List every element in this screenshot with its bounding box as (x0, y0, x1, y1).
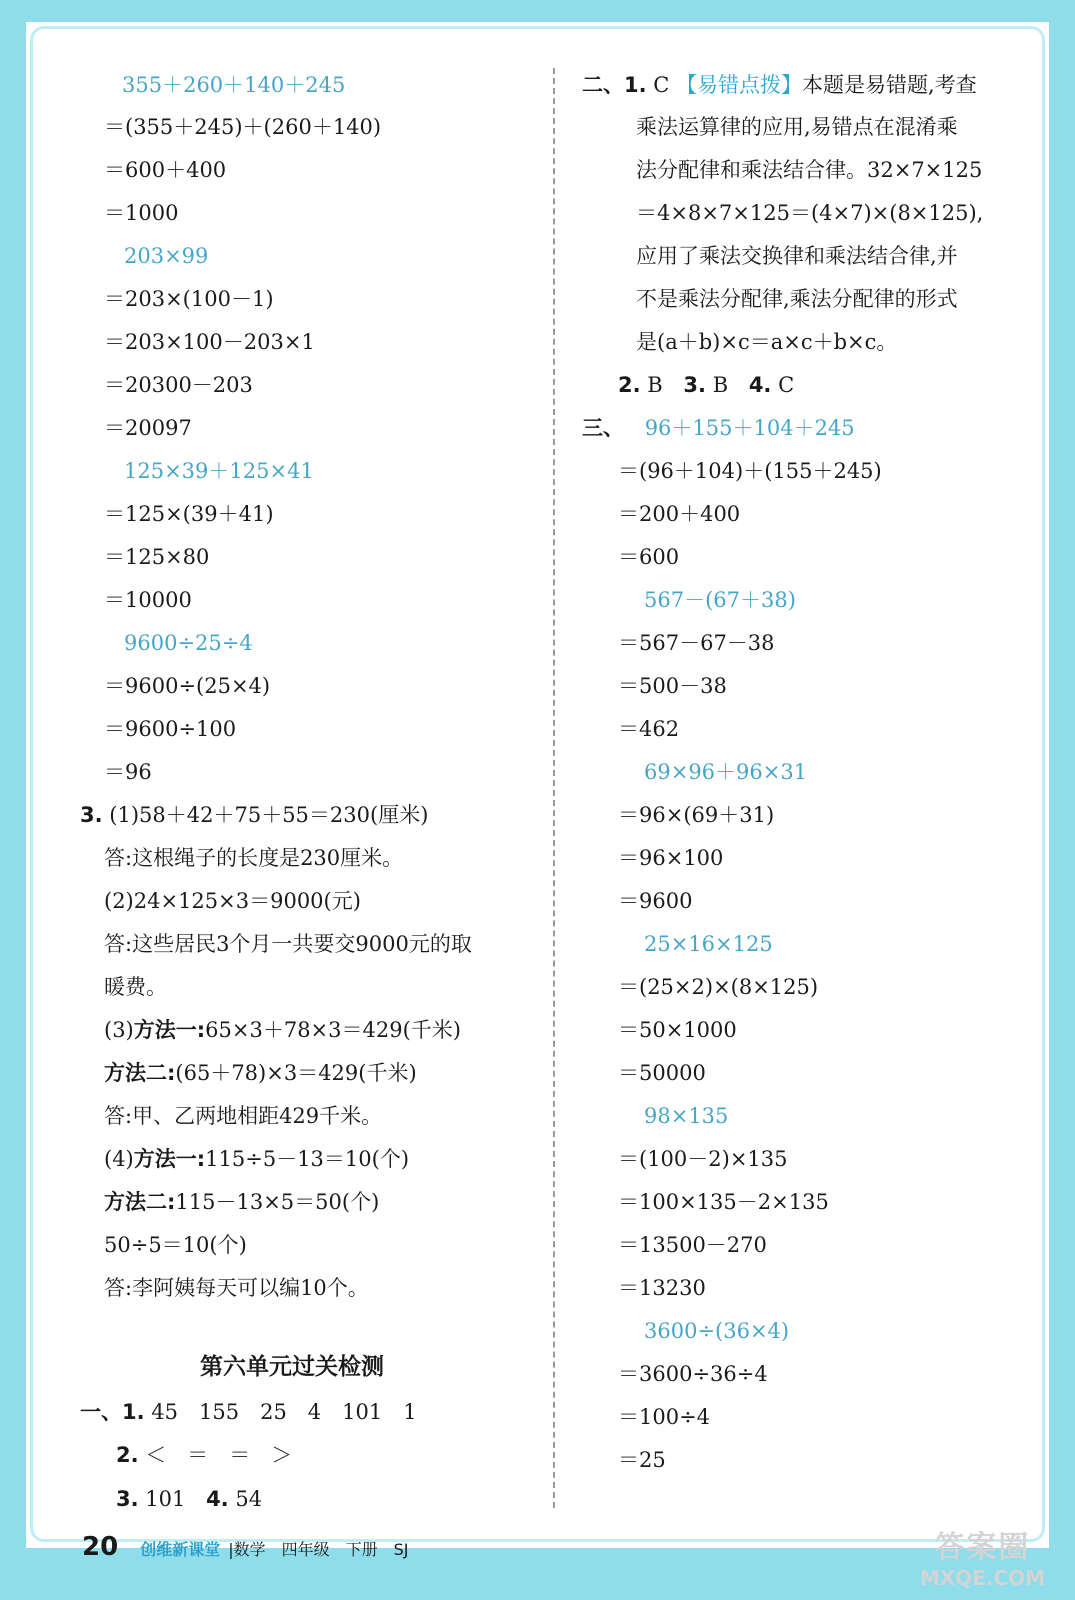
question-number: 1. (624, 73, 647, 97)
result: ＝13230 (618, 1276, 706, 1300)
watermark (920, 1522, 1045, 1590)
step: ＝100×135－2×135 (618, 1190, 829, 1214)
step: ＝96×(69＋31) (618, 803, 775, 827)
question-number: 2. (618, 373, 641, 397)
step: ＝500－38 (618, 674, 727, 698)
question-number: 3. (80, 803, 103, 827)
expr-1: 355＋260＋140＋245 (122, 73, 346, 97)
step: ＝(100－2)×135 (618, 1147, 788, 1171)
method-label: 方法二: (104, 1190, 176, 1214)
answer-line: 答:甲、乙两地相距429千米。 (104, 1104, 383, 1128)
method-label: 方法一: (133, 1018, 206, 1042)
explanation-line: 不是乘法分配律,乘法分配律的形式 (636, 287, 958, 311)
watermark-url: MXQE.COM (919, 1566, 1045, 1590)
step: ＝13500－270 (618, 1233, 767, 1257)
sub-number: (4) (104, 1147, 134, 1171)
question-number: 3. (116, 1487, 139, 1511)
expr: 69×96＋96×31 (644, 760, 808, 784)
answer: B (712, 373, 729, 397)
question-number: 2. (116, 1443, 139, 1467)
method-line (104, 1144, 409, 1174)
answer: C (778, 373, 795, 397)
sub-number: (3) (104, 1018, 134, 1042)
question-number: 4. (206, 1487, 229, 1511)
section-label: 二、 (582, 73, 624, 97)
step: ＝9600÷100 (104, 717, 237, 741)
answer-line: 50÷5＝10(个) (104, 1233, 247, 1257)
result: ＝9600 (618, 889, 693, 913)
answer-line: (2)24×125×3＝9000(元) (104, 889, 361, 913)
answer: ＜ ＝ ＝ ＞ (145, 1443, 293, 1467)
method-line (104, 1058, 417, 1088)
section-2-q2-q4 (618, 370, 794, 400)
column-divider (553, 68, 555, 1508)
answer-line: 答:李阿姨每天可以编10个。 (104, 1276, 369, 1300)
expr: 567－(67＋38) (644, 588, 796, 612)
expr-3: 125×39＋125×41 (124, 459, 314, 483)
question-number: 1. (122, 1400, 145, 1424)
section-1-q1 (80, 1397, 417, 1427)
step: ＝567－67－38 (618, 631, 775, 655)
page-footer (82, 1532, 408, 1566)
question-number: 4. (748, 373, 772, 397)
step: ＝96×100 (618, 846, 724, 870)
step: ＝203×100－203×1 (104, 330, 315, 354)
method-value: 65×3＋78×3＝429(千米) (205, 1018, 461, 1042)
expr: 25×16×125 (644, 932, 773, 956)
answer-line: 答:这根绳子的长度是230厘米。 (104, 846, 404, 870)
answer-line: 答:这些居民3个月一共要交9000元的取 (104, 932, 472, 956)
method-line (104, 1015, 461, 1045)
method-value: 115－13×5＝50(个) (175, 1190, 380, 1214)
answer-line: 暖费。 (104, 975, 167, 999)
explanation-line: 应用了乘法交换律和乘法结合律,并 (636, 244, 958, 268)
step: ＝9600÷(25×4) (104, 674, 271, 698)
explanation-line: 法分配律和乘法结合律。32×7×125 (636, 158, 983, 182)
step: ＝600＋400 (104, 158, 227, 182)
question-3 (80, 800, 428, 830)
result: ＝20097 (104, 416, 192, 440)
result: ＝462 (618, 717, 680, 741)
section-2-q1 (582, 70, 977, 100)
section-1-q2 (116, 1440, 292, 1470)
step: ＝(96＋104)＋(155＋245) (618, 459, 882, 483)
brand-name: 创维新课堂 (140, 1540, 221, 1559)
result: ＝96 (104, 760, 152, 784)
error-tip-tag: 【易错点拨】 (676, 73, 803, 97)
method-value: 115÷5－13＝10(个) (205, 1147, 410, 1171)
step: ＝(355＋245)＋(260＋140) (104, 115, 382, 139)
step: ＝125×80 (104, 545, 210, 569)
result: ＝25 (618, 1448, 666, 1472)
method-label: 方法二: (104, 1061, 176, 1085)
expr: 98×135 (644, 1104, 729, 1128)
expr: 96＋155＋104＋245 (644, 416, 855, 440)
answer: C (653, 73, 670, 97)
answer-line: (1)58＋42＋75＋55＝230(厘米) (109, 803, 429, 827)
section-label: 三、 (582, 416, 624, 440)
step: ＝20300－203 (104, 373, 253, 397)
step: ＝(25×2)×(8×125) (618, 975, 819, 999)
step: ＝100÷4 (618, 1405, 711, 1429)
result: ＝1000 (104, 201, 179, 225)
explanation-line: 是(a＋b)×c＝a×c＋b×c。 (636, 330, 898, 354)
result: ＝600 (618, 545, 680, 569)
step: ＝203×(100－1) (104, 287, 274, 311)
step: ＝125×(39＋41) (104, 502, 274, 526)
expr-2: 203×99 (124, 244, 209, 268)
method-value: (65＋78)×3＝429(千米) (175, 1061, 417, 1085)
step: ＝200＋400 (618, 502, 741, 526)
explanation-line: 乘法运算律的应用,易错点在混淆乘 (636, 115, 958, 139)
explanation-line: ＝4×8×7×125＝(4×7)×(8×125), (636, 201, 984, 225)
book-info: |数学 四年级 下册 SJ (228, 1540, 409, 1559)
expr-4: 9600÷25÷4 (124, 631, 253, 655)
answer: 101 (145, 1487, 186, 1511)
step: ＝50×1000 (618, 1018, 737, 1042)
result: ＝50000 (618, 1061, 706, 1085)
step: ＝3600÷36÷4 (618, 1362, 768, 1386)
result: ＝10000 (104, 588, 192, 612)
answer: B (647, 373, 663, 397)
explanation-line: 本题是易错题,考查 (802, 73, 977, 97)
method-line (104, 1187, 379, 1217)
answer: 54 (235, 1487, 263, 1511)
expr: 3600÷(36×4) (644, 1319, 790, 1343)
answer: 45 155 25 4 101 1 (151, 1400, 417, 1424)
page-number: 20 (82, 1532, 119, 1562)
section-3-expr-1 (582, 413, 855, 443)
watermark-logo: 答案圈 (934, 1530, 1031, 1565)
section-heading: 第六单元过关检测 (200, 1354, 384, 1380)
section-1-q3-q4 (116, 1484, 262, 1514)
method-label: 方法一: (133, 1147, 206, 1171)
question-number: 3. (683, 373, 706, 397)
section-label: 一、 (80, 1400, 122, 1424)
